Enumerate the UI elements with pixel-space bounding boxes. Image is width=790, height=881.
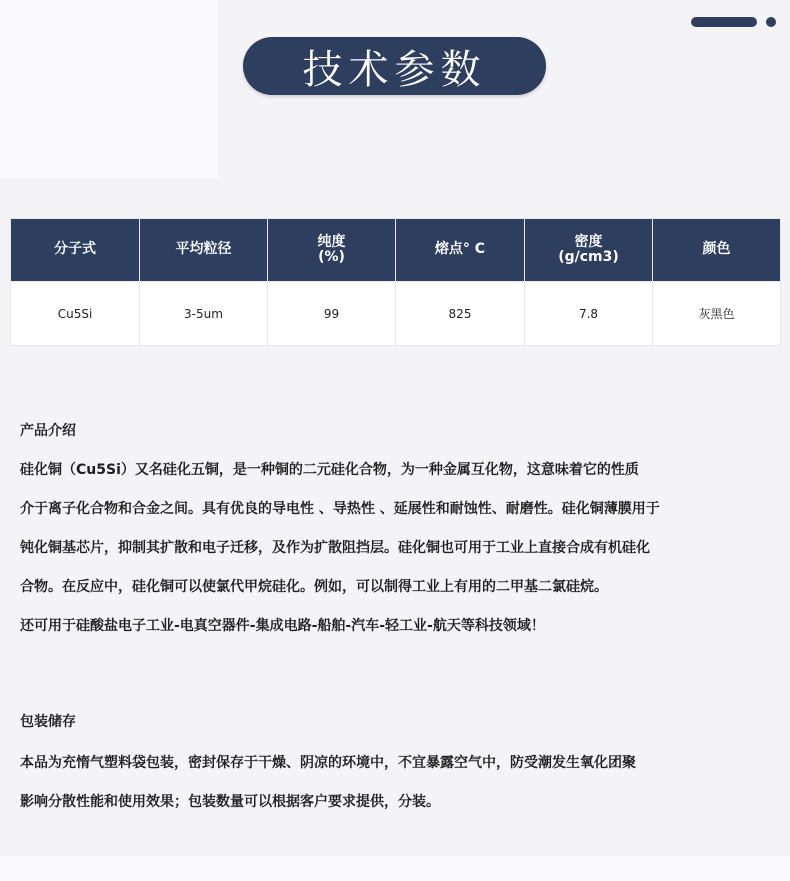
text-line: 硅化铜（Cu5Si）又名硅化五铜，是一种铜的二元硅化合物，为一种金属互化物，这意味着它的性质 <box>20 462 639 478</box>
text-line: 钝化铜基芯片，抑制其扩散和电子迁移，及作为扩散阻挡层。硅化铜也可用于工业上直接合成有机硅化 <box>20 540 650 556</box>
packaging-paragraph <box>20 744 780 822</box>
text-line: 本品为充惰气塑料袋包装，密封保存于干燥、阴凉的环境中，不宜暴露空气中，防受潮发生氧化团聚 <box>20 755 636 771</box>
text-line: 合物。在反应中，硅化铜可以使氯代甲烷硅化。例如，可以制得工业上有用的二甲基二氯硅烷。 <box>20 579 608 595</box>
table-row <box>11 282 781 346</box>
bottom-band <box>0 856 790 881</box>
column-header: 分子式 <box>11 219 140 282</box>
table-cell: 7.8 <box>525 282 653 346</box>
table-cell: 99 <box>268 282 396 346</box>
intro-paragraph <box>20 451 780 646</box>
dot-decoration <box>766 17 776 27</box>
decoration <box>691 17 776 27</box>
table-cell: 3-5um <box>140 282 268 346</box>
column-header: 平均粒径 <box>140 219 268 282</box>
table-cell: Cu5Si <box>11 282 140 346</box>
text-line: 介于离子化合物和合金之间。具有优良的导电性 、导热性 、延展性和耐蚀性、耐磨性。硅化铜薄膜用于 <box>20 501 660 517</box>
packaging-heading: 包装储存 <box>20 714 76 730</box>
table-cell: 825 <box>396 282 525 346</box>
corner-panel <box>0 0 218 178</box>
text-line: 影响分散性能和使用效果；包装数量可以根据客户要求提供，分装。 <box>20 794 440 810</box>
dash-decoration <box>691 17 757 27</box>
table-cell: 灰黑色 <box>653 282 781 346</box>
text-line: 还可用于硅酸盐电子工业-电真空器件-集成电路-船舶-汽车-轻工业-航天等科技领域！ <box>20 618 545 634</box>
column-header: 熔点° C <box>396 219 525 282</box>
page-title: 技术参数 <box>243 37 546 95</box>
column-header: 密度 (g/cm3) <box>525 219 653 282</box>
intro-heading: 产品介绍 <box>20 423 76 439</box>
spec-table <box>10 218 781 346</box>
column-header: 纯度 (%) <box>268 219 396 282</box>
table-header-row <box>11 219 781 282</box>
column-header: 颜色 <box>653 219 781 282</box>
